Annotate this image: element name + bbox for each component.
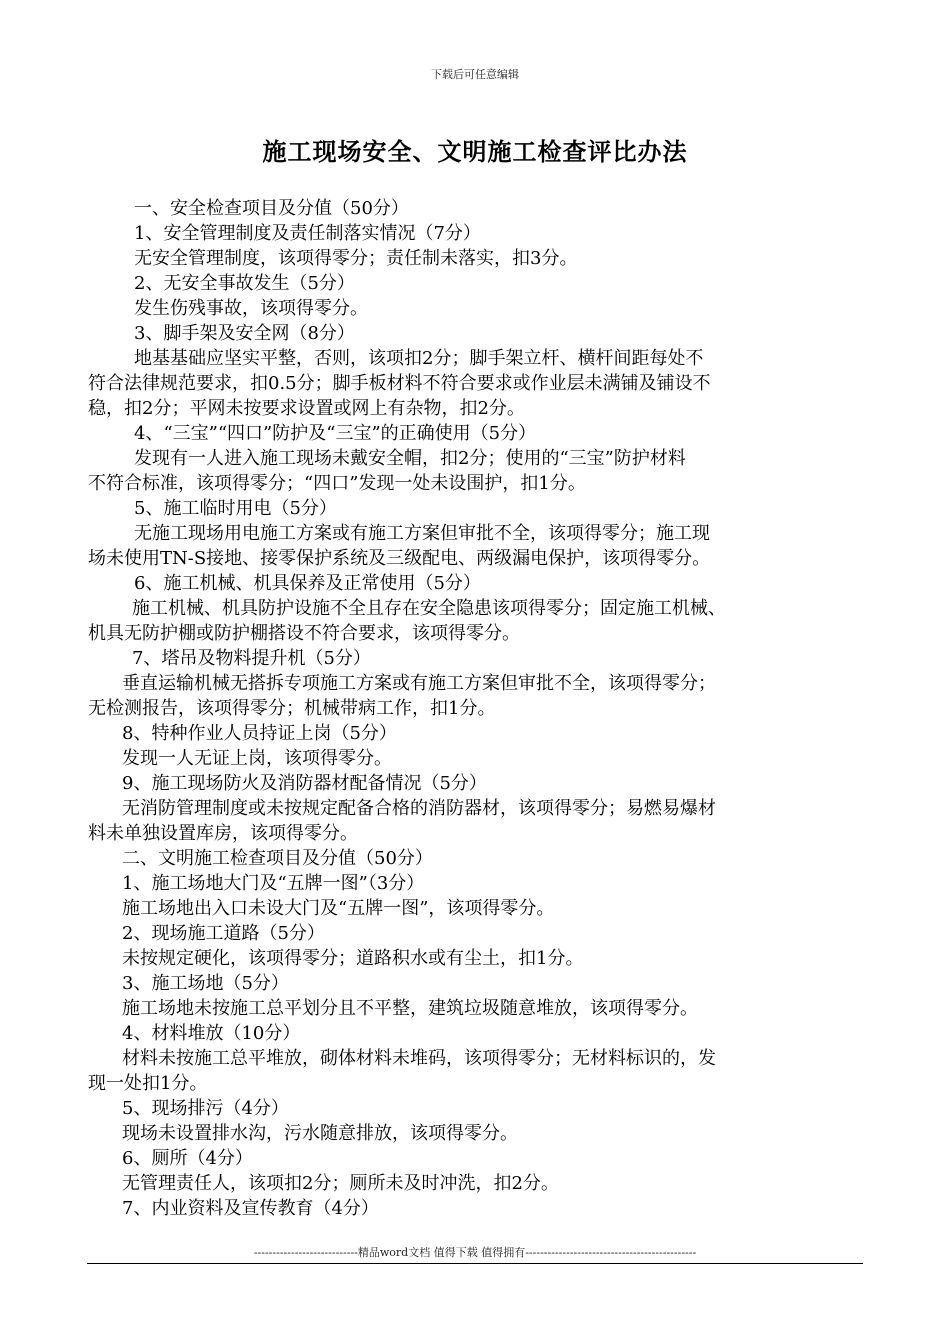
body-line: 施工场地未按施工总平划分且不平整，建筑垃圾随意堆放，该项得零分。 xyxy=(122,998,698,1019)
body-line: 7、内业资料及宣传教育（4分） xyxy=(122,1198,379,1219)
body-line: 地基基础应坚实平整，否则，该项扣2分；脚手架立杆、横杆间距每处不 xyxy=(134,348,704,369)
body-line: 未按规定硬化，该项得零分；道路积水或有尘土，扣1分。 xyxy=(122,948,584,969)
body-line: 6、施工机械、机具保养及正常使用（5分） xyxy=(134,573,481,594)
body-line: 现场未设置排水沟，污水随意排放，该项得零分。 xyxy=(122,1123,518,1144)
body-line: 无检测报告，该项得零分；机械带病工作，扣1分。 xyxy=(88,698,496,719)
body-line: 2、现场施工道路（5分） xyxy=(122,923,325,944)
body-line: 8、特种作业人员持证上岗（5分） xyxy=(122,723,397,744)
footer-divider xyxy=(87,1263,863,1264)
body-line: 无施工现场用电施工方案或有施工方案但审批不全，该项得零分；施工现 xyxy=(134,523,710,544)
footer-note: ----------------------------精品word文档 值得下载 值得拥有---------------------------------------------- xyxy=(253,1246,697,1259)
body-line: 垂直运输机械无搭拆专项施工方案或有施工方案但审批不全，该项得零分； xyxy=(122,673,716,694)
body-line: 1、施工场地大门及“五牌一图”（3分） xyxy=(122,873,425,894)
body-line: 符合法律规范要求，扣0.5分；脚手板材料不符合要求或作业层未满铺及铺设不 xyxy=(88,373,711,394)
body-line: 无安全管理制度，该项得零分；责任制未落实，扣3分。 xyxy=(134,248,578,269)
body-line: 料未单独设置库房，该项得零分。 xyxy=(88,823,358,844)
body-line: 施工机械、机具防护设施不全且存在安全隐患该项得零分；固定施工机械、 xyxy=(132,598,726,619)
body-line: 无管理责任人，该项扣2分；厕所未及时冲洗，扣2分。 xyxy=(122,1173,559,1194)
body-line: 3、施工场地（5分） xyxy=(122,973,289,994)
body-line: 发现一人无证上岗，该项得零分。 xyxy=(122,748,392,769)
body-line: 一、安全检查项目及分值（50分） xyxy=(134,198,409,219)
document-title: 施工现场安全、文明施工检查评比办法 xyxy=(262,137,688,166)
body-line: 6、厕所（4分） xyxy=(122,1148,253,1169)
header-note: 下载后可任意编辑 xyxy=(431,68,519,81)
body-line: 5、现场排污（4分） xyxy=(122,1098,289,1119)
body-line: 发生伤残事故，该项得零分。 xyxy=(134,298,368,319)
body-line: 机具无防护棚或防护棚搭设不符合要求，该项得零分。 xyxy=(88,623,520,644)
body-line: 不符合标准，该项得零分；“四口”发现一处未设围护，扣1分。 xyxy=(88,473,586,494)
body-line: 2、无安全事故发生（5分） xyxy=(134,273,355,294)
body-line: 场未使用TN-S接地、接零保护系统及三级配电、两级漏电保护，该项得零分。 xyxy=(88,548,711,569)
body-line: 材料未按施工总平堆放，砌体材料未堆码，该项得零分；无材料标识的，发 xyxy=(122,1048,716,1069)
body-line: 发现有一人进入施工现场未戴安全帽，扣2分；使用的“三宝”防护材料 xyxy=(134,448,686,469)
body-line: 无消防管理制度或未按规定配备合格的消防器材，该项得零分；易燃易爆材 xyxy=(122,798,716,819)
body-line: 4、“三宝”“四口”防护及“三宝”的正确使用（5分） xyxy=(134,423,537,444)
body-line: 现一处扣1分。 xyxy=(88,1073,208,1094)
document-body xyxy=(88,196,878,1221)
body-line: 5、施工临时用电（5分） xyxy=(134,498,337,519)
body-line: 二、文明施工检查项目及分值（50分） xyxy=(122,848,433,869)
body-line: 9、施工现场防火及消防器材配备情况（5分） xyxy=(122,773,487,794)
body-line: 稳，扣2分；平网未按要求设置或网上有杂物，扣2分。 xyxy=(88,398,525,419)
body-line: 4、材料堆放（10分） xyxy=(122,1023,301,1044)
body-line: 1、安全管理制度及责任制落实情况（7分） xyxy=(134,223,481,244)
body-line: 3、脚手架及安全网（8分） xyxy=(134,323,355,344)
body-line: 施工场地出入口未设大门及“五牌一图”，该项得零分。 xyxy=(122,898,555,919)
body-line: 7、塔吊及物料提升机（5分） xyxy=(132,648,371,669)
